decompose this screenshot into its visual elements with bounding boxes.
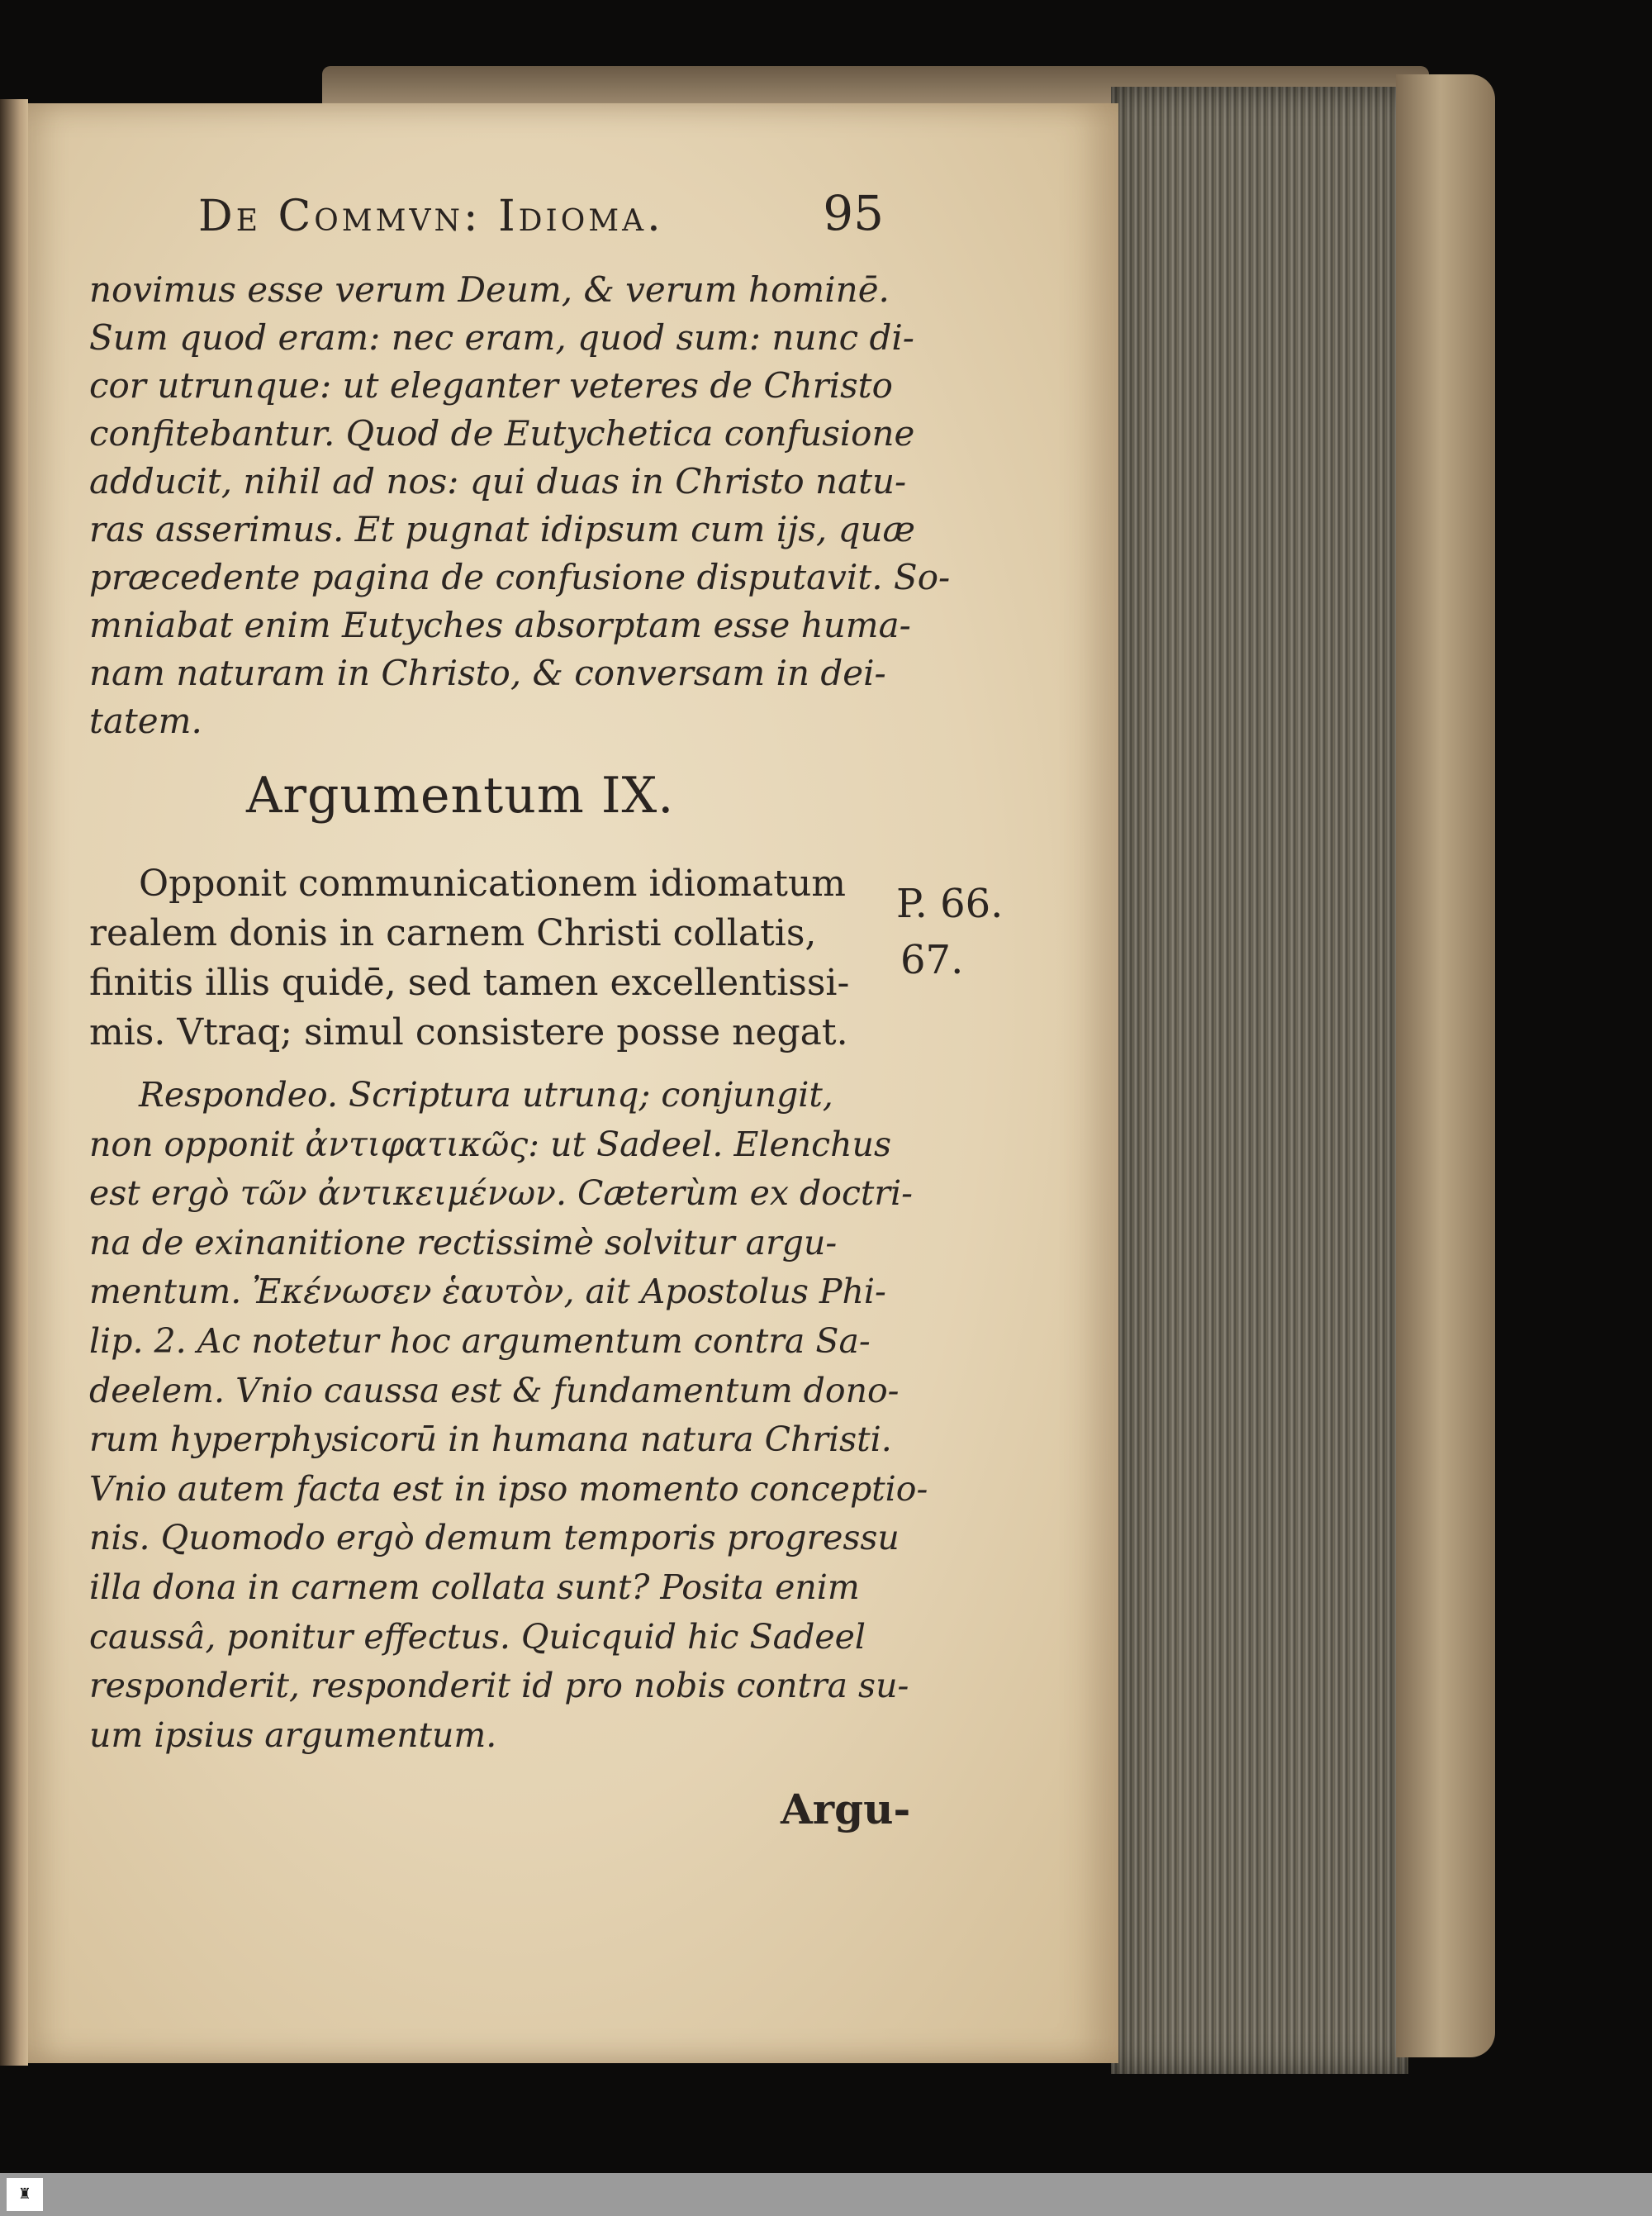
text-line: novimus esse verum Deum, & verum hominē. xyxy=(89,269,890,310)
text-line: deelem. Vnio caussa est & fundamentum dono- xyxy=(89,1370,900,1410)
text-line: illa dona in carnem collata sunt? Posita enim xyxy=(89,1567,860,1607)
text-line: nam naturam in Christo, & conversam in dei- xyxy=(89,653,886,693)
text-line: mentum. Ἐκένωσεν ἑαυτὸν, ait Apostolus Phi- xyxy=(89,1272,886,1312)
text-line: adducit, nihil ad nos: qui duas in Christo natu- xyxy=(89,461,907,502)
text-line: um ipsius argumentum. xyxy=(89,1714,497,1755)
text-line: mniabat enim Eutyches absorptam esse huma- xyxy=(89,605,911,645)
page-number: 95 xyxy=(823,185,884,241)
argument-paragraph xyxy=(89,859,899,1058)
text-line: lip. 2. Ac notetur hoc argumentum contra Sa- xyxy=(89,1320,871,1361)
text-line: Sum quod eram: nec eram, quod sum: nunc di- xyxy=(89,317,914,358)
text-line: nis. Quomodo ergò demum temporis progressu xyxy=(89,1518,900,1558)
text-line: ras asserimus. Et pugnat idipsum cum ijs, quæ xyxy=(89,509,915,549)
text-line: tatem. xyxy=(89,701,202,741)
running-head: De Commvn: Idioma. xyxy=(198,192,664,241)
text-line: præcedente pagina de confusione disputavit. So- xyxy=(89,557,951,597)
italic-paragraph xyxy=(89,266,951,745)
catchword: Argu- xyxy=(781,1785,911,1833)
text-line: caussâ, ponitur effectus. Quicquid hic Sadeel xyxy=(89,1616,866,1657)
text-line: confitebantur. Quod de Eutychetica confusione xyxy=(89,413,915,454)
text-line: na de exinanitione rectissimè solvitur argu- xyxy=(89,1222,838,1263)
margin-note: 67. xyxy=(900,937,964,983)
text-line: finitis illis quidē, sed tamen excellentissi- xyxy=(89,962,850,1004)
margin-notes xyxy=(896,876,1061,988)
text-line: cor utrunque: ut eleganter veteres de Christo xyxy=(89,365,893,406)
gutter-edge xyxy=(0,99,28,2066)
margin-note: P. 66. xyxy=(896,881,1004,927)
library-logo-icon: ♜ xyxy=(7,2178,43,2211)
section-heading: Argumentum IX. xyxy=(246,767,675,825)
text-line: Opponit communicationem idiomatum xyxy=(139,863,847,905)
text-line: realem donis in carnem Christi collatis, xyxy=(89,912,817,954)
text-line: Vnio autem facta est in ipso momento conceptio- xyxy=(89,1468,928,1509)
text-line: responderit, responderit id pro nobis contra su- xyxy=(89,1666,909,1706)
text-line: mis. Vtraq; simul consistere posse negat. xyxy=(89,1011,848,1053)
text-line: non opponit ἀντιφατικῶς: ut Sadeel. Elenchus xyxy=(89,1124,891,1164)
text-line: est ergò τῶν ἀντικειμένων. Cæterùm ex doctri- xyxy=(89,1173,913,1214)
book-fore-edge xyxy=(1111,87,1408,2074)
response-paragraph xyxy=(89,1071,928,1760)
page-header xyxy=(198,183,884,241)
text-line: rum hyperphysicorū in humana natura Christi. xyxy=(89,1419,892,1460)
viewer-footer-bar xyxy=(0,2173,1652,2216)
book-cover-edge xyxy=(1396,74,1495,2057)
text-line: Respondeo. Scriptura utrunq; conjungit, xyxy=(139,1075,833,1115)
